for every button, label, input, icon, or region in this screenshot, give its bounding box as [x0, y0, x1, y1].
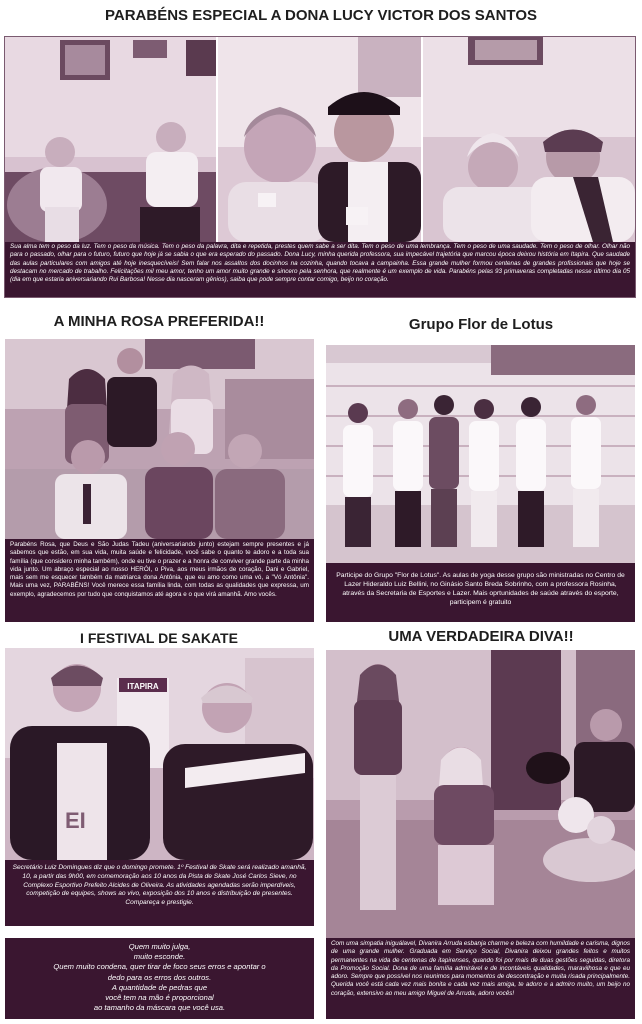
section5-caption: Com uma simpatia iniguálavel, Divanira Arruda esbanja charme e beleza com humildade e carisma, dignos de uma grande mulher. Graduada em Serviço Social, Divanira deixou grandes feitos e muitos permanentes na vida de centenas de itapirenses, quando foi por mais de duas gestões seguidas, diretora da Promoção Social. Dona de uma família admirável e de incontáveis qualidades, maravilhosa e que eu adoro. Sempre que possível nos reunimos para momentos de descontração e muita risada principalmente. Querida você está cada vez mais bonita e cada vez mais amiga, te adoro e a admiro muito, um beijo no coração, extensivo ao meu amigo Miguel de Arruda, adoro vocês! [326, 938, 635, 1019]
section2-caption: Parabéns Rosa, que Deus e São Judas Tadeu (aniversariando junto) estejam sempre presentes e já sabemos que estão, em sua vida, muita saúde e felicidade, você sabe o quanto te adoro e a toda sua família (que considero minha também), onde eu tive o prazer e a honra de conviver grande parte da minha vida junto. Um abraço especial ao nosso HERÓI, o Piva, aos meus irmãos de coração, Dani e Gabriel, mais sem me esquecer também da matriarca dona Antônia, que eu amo como uma vó, a "Vó Antônia". Mais uma vez, PARABÉNS! Você merece essa família linda, com todas as qualidades que expressa, um exemplo, agradecemos por tudo que conquistamos até agora e o que virá amanhã. Amo vocês. [5, 539, 314, 622]
quote-line-2: muito esconde. [133, 952, 186, 962]
lucy-photo-2 [218, 37, 421, 242]
quote-line-5: A quantidade de pedras que [111, 982, 208, 992]
quote-line-6: você tem na mão é proporcional [105, 993, 214, 1003]
section1-title: PARABÉNS ESPECIAL A DONA LUCY VICTOR DOS SANTOS [104, 7, 537, 24]
shirt-text: EI [65, 808, 86, 833]
quote-line-1: Quem muito julga, [128, 942, 191, 951]
section3-title: Grupo Flor de Lotus [408, 316, 554, 333]
section3-caption: Participe do Grupo "Flor de Lotus". As aulas de yoga desse grupo são ministradas no Centro de Lazer Hideraldo Luiz Bellini, no Ginásio Santo Breda Sobrinho, com a professora Rosinha, através da Secretaria de Esportes e Lazer. Mais oprtunidades de saúde através do esporte, participem é gratuito [326, 563, 635, 622]
skate-festival-photo [5, 648, 314, 860]
section4-title: I FESTIVAL DE SAKATE [80, 630, 238, 646]
section2-title: A MINHA ROSA PREFERIDA!! [53, 313, 265, 330]
section5-title: UMA VERDADEIRA DIVA!! [388, 628, 574, 645]
lotus-group-photo [326, 345, 635, 563]
rosa-family-photo [5, 339, 314, 539]
section1-caption: Sua alma tem o peso da luz. Tem o peso da música. Tem o peso da palavra, dita e repetida, prestes quem sabe a ser dita. Tem o peso de uma lembrança. Tem o peso de uma saudade. Tem o peso de olhar. Olhar não para o passado, olhar para o futuro, futuro que hoje já se sabia o que era esperado do passado. Dona Lucy, minha querida professora, sua impecável trajetória que marcou época deixou história em Itapira. Que saudade das aulas particulares com amigos até hoje inesquecíveis! Sem falar nos assaltos dos docinhos na cozinha, quando tocava a campainha. Essa grande mulher formou centenas de grandes profissionais que hoje se destacam no mercado de trabalho. Felicitações mil meu amor, tenho um amor muito grande e sincero pela senhora, que realmente é um exemplo de vida. Parabéns pelas 93 primaveras completadas nesse último dia 05 (dia em que estaria aniversariando Rui Barbosa! Nesse dia nasceram gênios), saiba que pode sempre contar comigo, beijo no coração. [5, 242, 635, 297]
lucy-photo-3 [423, 37, 635, 242]
quote-line-7: ao tamanho da máscara que você usa. [93, 1003, 226, 1013]
diva-photo [326, 650, 635, 938]
lucy-photo-1 [5, 37, 216, 242]
quote-line-4: dedo para os erros dos outros. [107, 972, 212, 982]
quote-line-3: Quem muito condena, quer tirar de foco seus erros e apontar o [53, 962, 266, 972]
banner-text: ITAPIRA [127, 682, 159, 691]
quote-box [5, 938, 314, 1019]
section4-caption: Secretário Luiz Domingues diz que o domingo promete. 1º Festival de Skate será realizado amanhã, 10, a partir das 9h00, em comemoração aos 10 anos da Pista de Skate José Carlos Sieve, no Complexo Esportivo Prefeito Alcides de Oliveira. As atividades agendadas serão imperdíveis, competição de equipes, shows ao vivo, exposição dos 10 anos e distribuição de presentes. Compareça e prestigie. [5, 860, 314, 926]
